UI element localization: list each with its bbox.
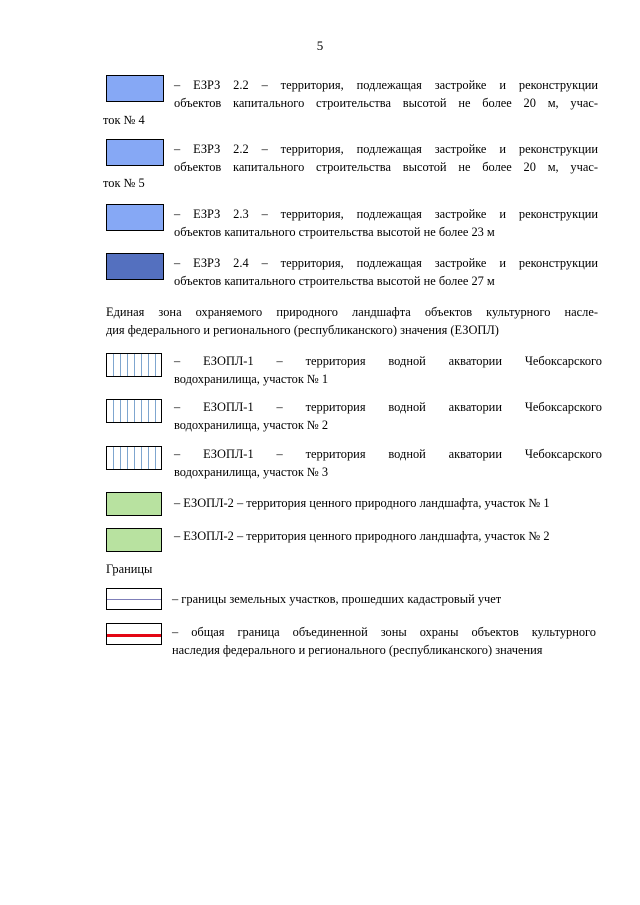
legend-text-line: объектов капитального строительства высотой не более 23 м [174, 224, 495, 239]
legend-item-ezopl-1-b [106, 399, 602, 435]
legend-swatch-ezrz-dark [106, 253, 164, 280]
legend-swatch-green [106, 528, 162, 552]
ezopl-section-header [106, 304, 598, 339]
legend-item-ezrz-2-3 [106, 204, 598, 240]
legend-text-line: – ЕЗРЗ 2.3 – территория, подлежащая застройке и реконструкции [174, 207, 598, 221]
legend-item-ezrz-2-2-b [103, 139, 598, 190]
legend-swatch-hatched [106, 353, 162, 377]
legend-text-line: – ЕЗОПЛ-1 – территория водной акватории Чебоксарского [174, 400, 602, 414]
legend-item-ezopl-1-a [106, 353, 602, 389]
legend-item-heritage-zone-border [106, 623, 598, 659]
legend-text-line: – ЕЗОПЛ-2 – территория ценного природного ландшафта, участок № 1 [174, 496, 550, 510]
legend-text-line: водохранилища, участок № 1 [174, 371, 329, 386]
section-header-line: дия федерального и регионального (республиканского) значения (ЕЗОПЛ) [106, 322, 499, 337]
legend-text-line: водохранилища, участок № 2 [174, 417, 329, 432]
legend-text-line: объектов капитального строительства высотой не более 27 м [174, 273, 495, 288]
legend-text-line: – ЕЗОПЛ-1 – территория водной акватории Чебоксарского [174, 354, 602, 368]
legend-text-line: – общая граница объединенной зоны охраны объектов культурного [172, 625, 596, 639]
page-number: 5 [316, 38, 324, 53]
legend-text-line: – ЕЗОПЛ-1 – территория водной акватории Чебоксарского [174, 447, 602, 461]
legend-text-line: – границы земельных участков, прошедших кадастровый учет [172, 592, 502, 606]
legend-text-line: – ЕЗОПЛ-2 – территория ценного природного ландшафта, участок № 2 [174, 529, 550, 543]
legend-swatch-ezrz-light [106, 75, 164, 102]
legend-swatch-ezrz-light [106, 204, 164, 231]
legend-swatch-ezrz-light [106, 139, 164, 166]
legend-text-tail: ток № 5 [103, 176, 145, 190]
legend-item-ezopl-2-b [106, 528, 598, 554]
legend-text-line: объектов капитального строительства высотой не более 20 м, учас- [174, 95, 598, 110]
legend-item-cadastral-boundary [106, 588, 598, 614]
section-header-line: Единая зона охраняемого природного ландшафта объектов культурного насле- [106, 305, 598, 319]
legend-swatch-red-line [106, 623, 162, 645]
legend-swatch-hatched [106, 446, 162, 470]
legend-text-line: водохранилища, участок № 3 [174, 464, 329, 479]
legend-swatch-green [106, 492, 162, 516]
legend-text-tail: ток № 4 [103, 113, 145, 127]
legend-item-ezopl-1-c [106, 446, 602, 482]
legend-text-line: наследия федерального и регионального (республиканского) значения [172, 642, 543, 657]
legend-swatch-thin-line [106, 588, 162, 610]
legend-text-line: объектов капитального строительства высотой не более 20 м, учас- [174, 159, 598, 174]
legend-text-line: – ЕЗРЗ 2.2 – территория, подлежащая застройке и реконструкции [174, 142, 598, 156]
legend-item-ezrz-2-2-a [103, 75, 598, 127]
legend-text-line: – ЕЗРЗ 2.4 – территория, подлежащая застройке и реконструкции [174, 256, 598, 270]
legend-item-ezopl-2-a [106, 492, 598, 518]
legend-swatch-hatched [106, 399, 162, 423]
legend-text-line: – ЕЗРЗ 2.2 – территория, подлежащая застройке и реконструкции [174, 78, 598, 92]
legend-item-ezrz-2-4 [106, 253, 598, 289]
boundaries-section-header: Границы [106, 562, 153, 576]
